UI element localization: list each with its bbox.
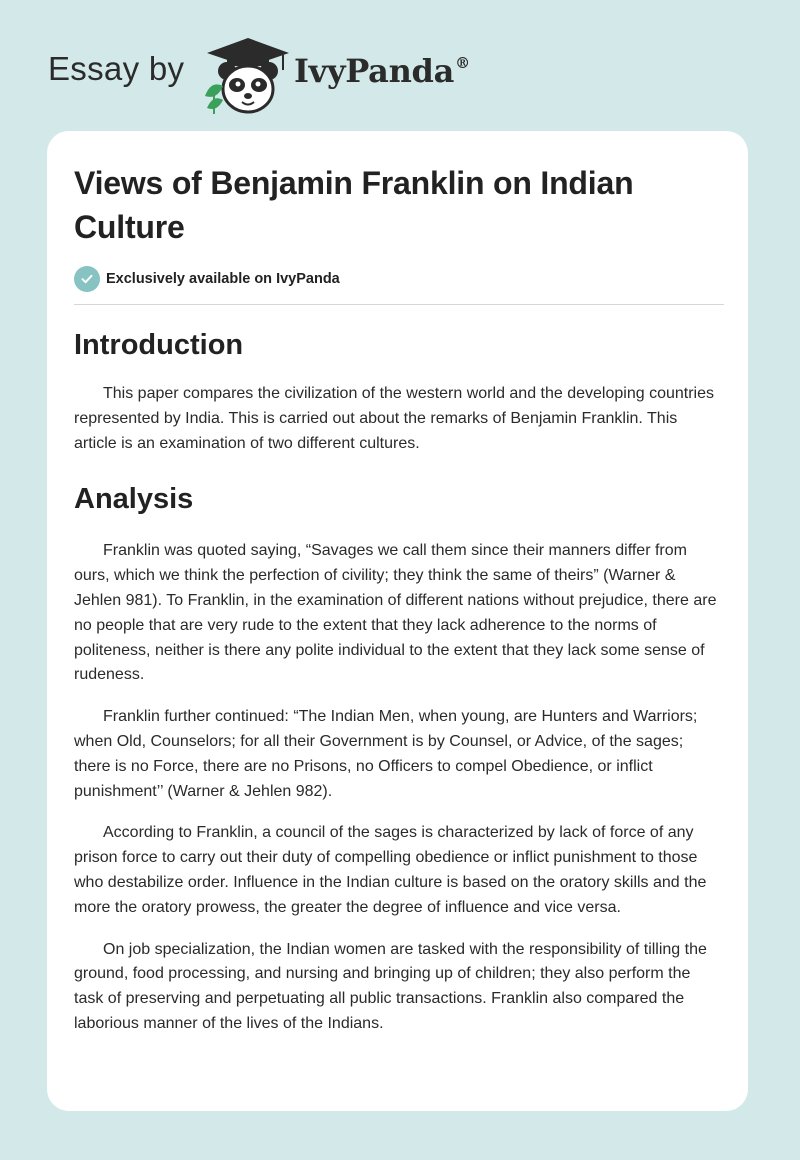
paragraph: Franklin was quoted saying, “Savages we call them since their manners differ from ours, which we think the perfection of civility; they think the same of theirs” (Warner & Jehlen 981). To Franklin, in the examination of different nations without prejudice, there are no people that are very rude to the extent that they lack adherence to the norms of politeness, neither is there any polite individual to the extent that they lack some sense of rudeness. (74, 542, 717, 684)
article-content (74, 161, 724, 1037)
paragraph: This paper compares the civilization of the western world and the developing countries represented by India. This is carried out about the remarks of Benjamin Franklin. This article is an examination of two different cultures. (74, 385, 714, 452)
exclusive-badge (74, 265, 724, 293)
brand-name[interactable] (294, 52, 470, 90)
article-title: Views of Benjamin Franklin on Indian Culture (74, 165, 634, 245)
site-header (48, 30, 508, 110)
essay-by-label: Essay by (48, 50, 185, 87)
paragraph: On job specialization, the Indian women are tasked with the responsibility of tilling the ground, food processing, and nursing and bringing up of children; they also perform the task of preserving and perpetuating all public transactions. Franklin also compared the laborious manner of the lives of the Indians. (74, 940, 707, 1032)
paragraph: Franklin further continued: “The Indian Men, when young, are Hunters and Warriors; when Old, Counselors; for all their Government is by Counsel, or Advice, of the sages; there is no Force, there are no Prisons, no Officers to compel Obedience, or inflict punishment’’ (Warner & Jehlen 982). (74, 708, 698, 800)
section-heading-introduction: Introduction (74, 329, 244, 361)
section-heading-analysis: Analysis (74, 483, 194, 516)
brand-text: IvyPanda (294, 52, 455, 90)
check-circle-icon (74, 266, 100, 292)
paragraph: According to Franklin, a council of the sages is characterized by lack of force of any prison force to carry out their duty of compelling obedience or inflict punishment to those who destabilize order. Influence in the Indian culture is based on the oratory skills and the more the oratory prowess, the greater the degree of influence and vice versa. (74, 824, 707, 916)
exclusive-badge-label: Exclusively available on IvyPanda (106, 271, 340, 287)
article-card (47, 131, 748, 1111)
title-divider (74, 304, 724, 305)
registered-mark: ® (455, 54, 470, 72)
panda-graduate-icon[interactable] (203, 36, 293, 116)
